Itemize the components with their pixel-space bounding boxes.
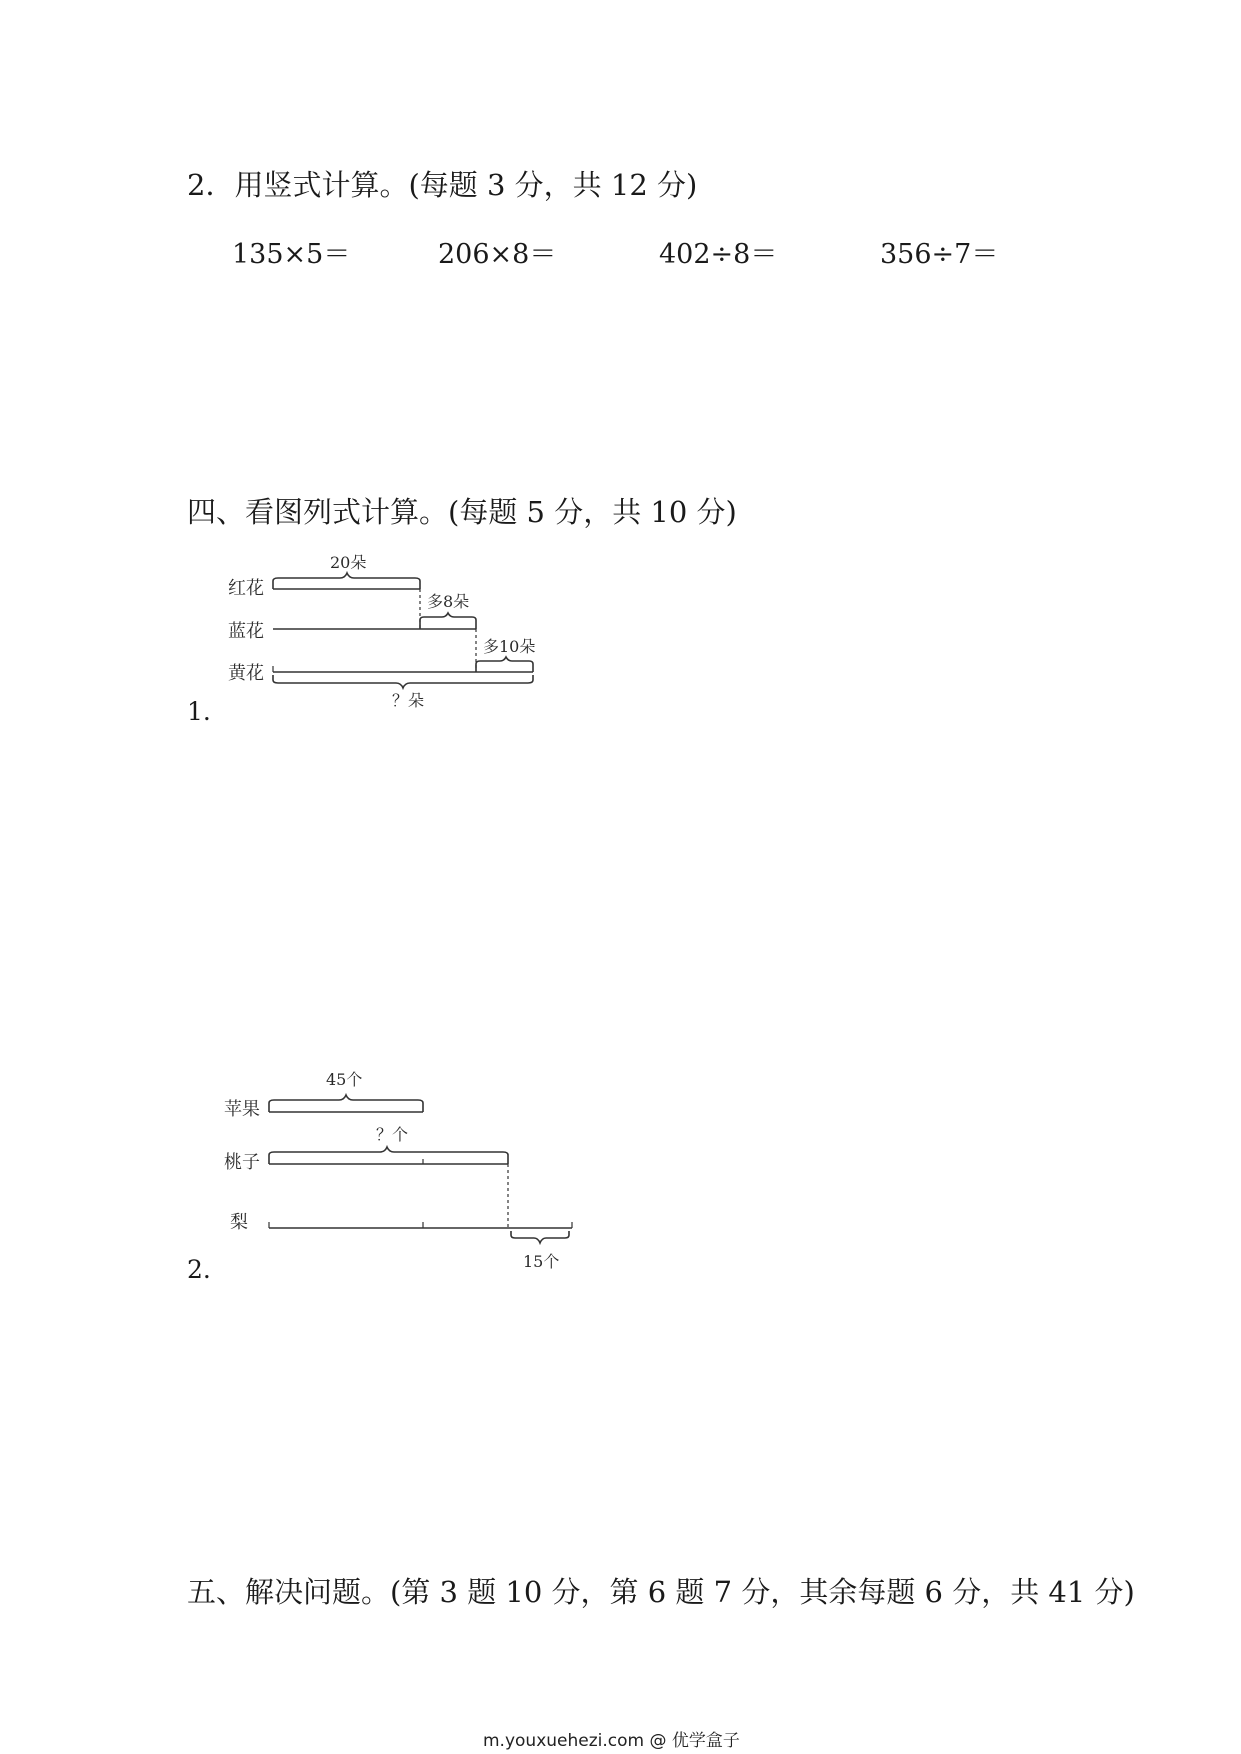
peach-label: 桃子 [224,1152,260,1173]
footer-watermark: m.youxuehezi.com @ 优学盒子 [483,1731,740,1751]
peach-amount-label: ？个 [376,1125,409,1144]
fruit-bar-diagram [220,1060,590,1280]
figure-2-number: 2. [187,1255,211,1284]
blue-more-brace [420,613,476,629]
red-amount-label: 20朵 [330,553,367,572]
pear-less-label: 15个 [523,1252,560,1271]
blue-more-label: 多8朵 [427,592,470,611]
red-flower-label: 红花 [228,578,264,599]
yellow-more-label: 多10朵 [483,637,536,656]
expression-4: 356÷7＝ [880,239,999,270]
question-2-title: 2．用竖式计算。(每题 3 分，共 12 分) [187,168,698,202]
pear-label: 梨 [230,1212,248,1233]
figure-1-number: 1. [187,697,211,726]
section-5-title: 五、解决问题。(第 3 题 10 分，第 6 题 7 分，其余每题 6 分，共 41 分) [187,1575,1135,1609]
blue-flower-label: 蓝花 [228,621,264,642]
expression-2: 206×8＝ [438,239,557,270]
pear-less-brace [511,1231,569,1243]
total-brace [273,675,533,688]
yellow-flower-label: 黄花 [228,663,264,684]
total-label: ？朵 [392,691,425,710]
expression-3: 402÷8＝ [659,239,778,270]
yellow-more-brace [476,657,533,672]
red-amount-brace [273,573,420,589]
expression-1: 135×5＝ [232,239,351,270]
section-4-title: 四、看图列式计算。(每题 5 分，共 10 分) [187,495,737,529]
apple-label: 苹果 [224,1099,260,1120]
flower-bar-diagram [220,545,580,715]
peach-amount-brace [269,1147,508,1164]
apple-amount-brace [269,1095,423,1112]
apple-amount-label: 45个 [326,1070,363,1089]
